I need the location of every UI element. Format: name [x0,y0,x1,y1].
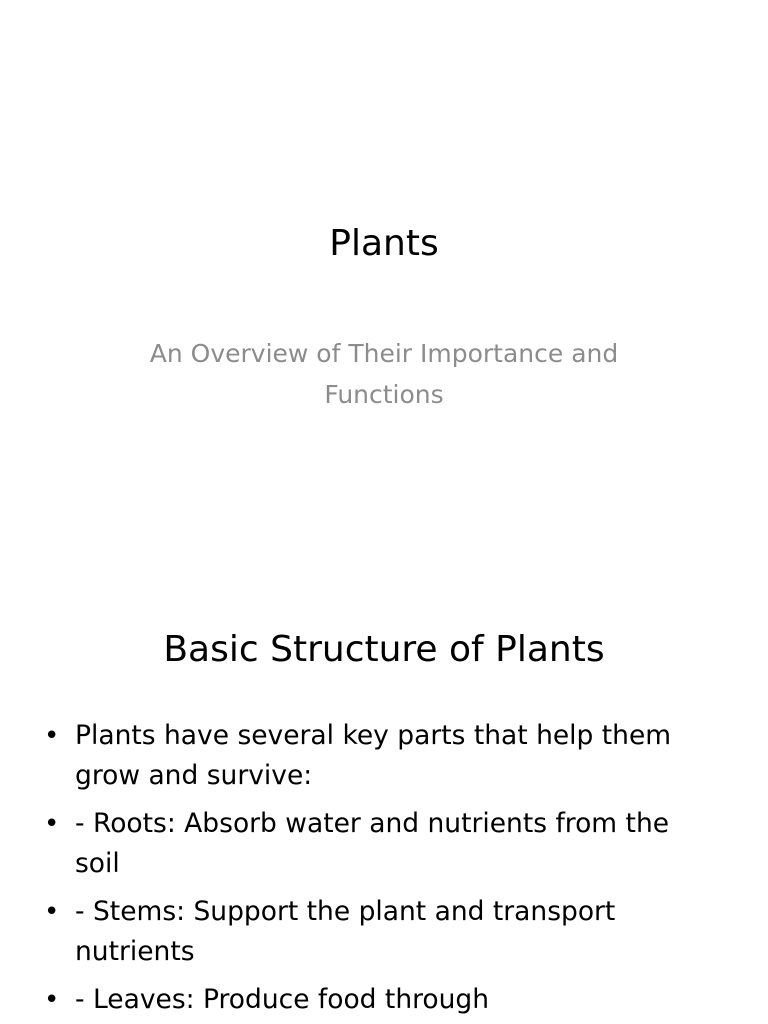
bullet-item [0,980,768,1020]
content-slide [0,576,768,1024]
bullet-text: - Leaves: Produce food through [75,984,490,1015]
bullet-item [0,804,768,884]
bullet-list [0,716,768,1024]
bullet-icon: • [44,721,60,751]
slide-heading: Basic Structure of Plants [163,629,605,670]
slide-title: Plants [329,223,439,264]
bullet-icon: • [44,897,60,927]
bullet-text: - Stems: Support the plant and transport nutrients [75,896,616,967]
bullet-item [0,716,768,796]
bullet-text: - Roots: Absorb water and nutrients from the soil [75,808,670,879]
bullet-icon: • [44,985,60,1015]
bullet-item [0,892,768,972]
bullet-icon: • [44,809,60,839]
bullet-text: Plants have several key parts that help them grow and survive: [75,720,672,791]
slide-subtitle: An Overview of Their Importance and Functions [149,339,619,409]
